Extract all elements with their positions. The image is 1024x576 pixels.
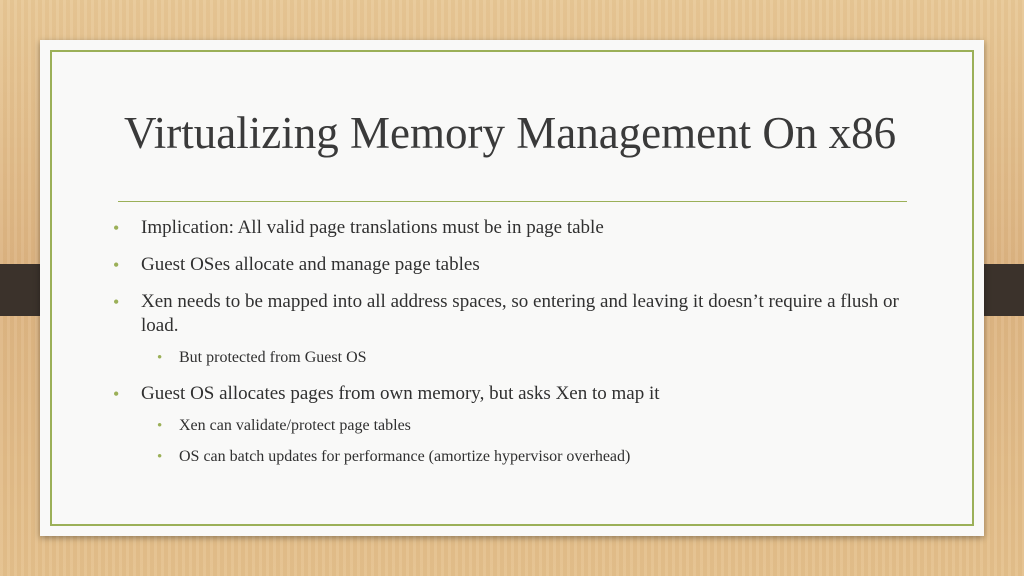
bullet-item <box>110 253 910 277</box>
bullet-item <box>110 216 910 240</box>
bullet-dot-icon: • <box>113 218 120 238</box>
sub-bullet-text: OS can batch updates for performance (amortize hypervisor overhead) <box>179 448 631 465</box>
bullet-dot-icon: • <box>157 449 163 465</box>
bullet-item <box>110 382 910 406</box>
sub-bullet-text: But protected from Guest OS <box>179 349 367 366</box>
bullet-item <box>110 290 910 338</box>
sub-bullet-item <box>110 447 910 467</box>
title-divider <box>118 201 907 202</box>
bullet-dot-icon: • <box>157 418 163 434</box>
bullet-dot-icon: • <box>113 255 120 275</box>
slide-title: Virtualizing Memory Management On x86 <box>124 108 897 158</box>
sub-bullet-item <box>110 416 910 436</box>
bullet-text: Guest OSes allocate and manage page tables <box>141 254 480 275</box>
bullet-dot-icon: • <box>113 292 120 312</box>
bullet-text: Xen needs to be mapped into all address spaces, so entering and leaving it doesn’t require a flush or load. <box>141 291 899 336</box>
slide-card <box>40 40 984 536</box>
bullet-text: Implication: All valid page translations must be in page table <box>141 217 604 238</box>
sub-bullet-item <box>110 348 910 368</box>
bullet-list <box>110 216 910 481</box>
sub-bullet-text: Xen can validate/protect page tables <box>179 417 411 434</box>
bullet-dot-icon: • <box>113 384 120 404</box>
bullet-text: Guest OS allocates pages from own memory, but asks Xen to map it <box>141 383 660 404</box>
bullet-dot-icon: • <box>157 350 163 366</box>
